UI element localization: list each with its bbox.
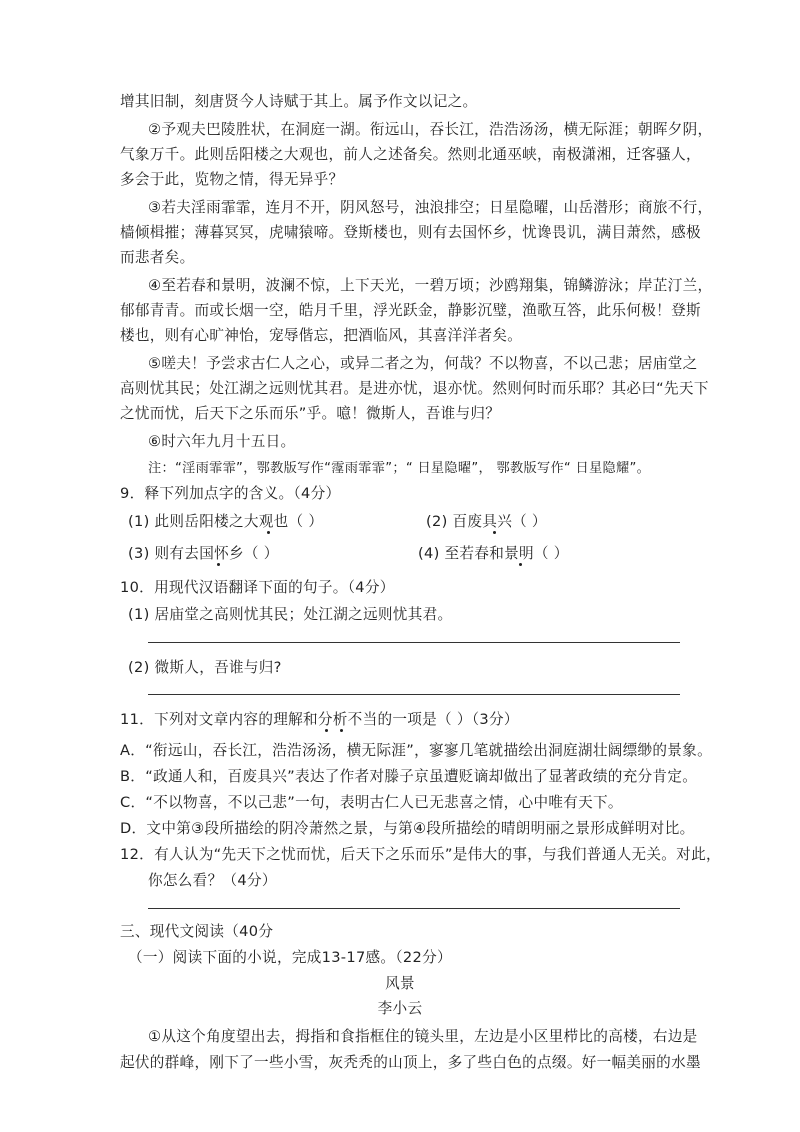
question-11-option-d: D．文中第③段所描绘的阴冷萧然之景，与第④段所描绘的晴朗明丽之景形成鲜明对比。 bbox=[120, 820, 695, 837]
passage-line: 郁郁青青。而或长烟一空，皓月千里，浮光跃金，静影沉璧，渔歌互答，此乐何极！登斯 bbox=[120, 302, 701, 319]
subsection-heading: （一）阅读下面的小说，完成13-17感。（22分） bbox=[128, 949, 452, 966]
passage-line: 气象万千。此则岳阳楼之大观也，前人之述备矣。然则北通巫峡，南极潇湘，迁客骚人， bbox=[120, 146, 701, 163]
question-10-item-1: (1) 居庙堂之高则忧其民；处江湖之远则忧其君。 bbox=[128, 606, 453, 623]
passage-note: 注：“淫雨霏霏”，鄂教版写作“霪雨霏霏”；“ 日星隐曜”， 鄂教版写作“ 日星隐耀”。 bbox=[148, 461, 651, 476]
emphasis-dot bbox=[325, 729, 328, 732]
passage-line: ③若夫淫雨霏霏，连月不开，阴风怒号，浊浪排空；日星隐曜，山岳潜形；商旅不行， bbox=[148, 199, 713, 216]
question-12-stem-cont: 你怎么看？（4分） bbox=[148, 872, 277, 889]
passage-line: 而悲者矣。 bbox=[120, 249, 195, 266]
question-10-stem: 10．用现代汉语翻译下面的句子。（4分） bbox=[120, 579, 395, 596]
question-11-stem: 11．下列对文章内容的理解和分析不当的一项是（ ）（3分） bbox=[120, 711, 519, 728]
question-9-item-4: (4) 至若春和景明（ ） bbox=[418, 545, 569, 562]
passage-line: 樯倾楫摧；薄暮冥冥，虎啸猿啼。登斯楼也，则有去国怀乡，忧谗畏讥，满目萧然，感极 bbox=[120, 224, 701, 241]
passage-line: 高则忧其民；处江湖之远则忧其君。是进亦忧，退亦忧。然则何时而乐耶？其必曰“先天下 bbox=[120, 380, 709, 397]
emphasis-dot bbox=[493, 531, 496, 534]
story-line: ①从这个角度望出去，拇指和食指框住的镜头里，左边是小区里栉比的高楼，右边是 bbox=[148, 1028, 698, 1045]
question-9-item-1: (1) 此则岳阳楼之大观也（ ） bbox=[128, 513, 324, 530]
question-11-option-a: A．“衔远山，吞长江，浩浩汤汤，横无际涯”，寥寥几笔就描绘出洞庭湖壮阔缥缈的景象。 bbox=[120, 742, 712, 759]
passage-line: ④至若春和景明，波澜不惊，上下天光，一碧万顷；沙鸥翔集，锦鳞游泳；岸芷汀兰， bbox=[148, 277, 713, 294]
passage-line: 之忧而忧，后天下之乐而乐”乎。噫！微斯人，吾谁与归？ bbox=[120, 405, 501, 422]
passage-line: 增其旧制，刻唐贤今人诗赋于其上。属予作文以记之。 bbox=[120, 93, 478, 110]
section-heading: 三、现代文阅读（40分 bbox=[120, 923, 274, 940]
question-9-item-3: (3) 则有去国怀乡（ ） bbox=[128, 545, 279, 562]
answer-line bbox=[148, 694, 680, 695]
question-12-stem: 12．有人认为“先天下之忧而忧，后天下之乐而乐”是伟大的事，与我们普通人无关。对此， bbox=[120, 846, 721, 863]
emphasis-dot bbox=[217, 563, 220, 566]
emphasis-dot bbox=[267, 531, 270, 534]
question-11-option-b: B．“政通人和，百废具兴”表达了作者对滕子京虽遭贬谪却做出了显著政绩的充分肯定。 bbox=[120, 768, 698, 785]
question-10-item-2: (2) 微斯人，吾谁与归? bbox=[128, 659, 282, 676]
question-9-stem: 9．释下列加点字的含义。（4分） bbox=[120, 485, 341, 502]
passage-line: 多会于此，览物之情，得无异乎？ bbox=[120, 171, 344, 188]
answer-line bbox=[148, 642, 680, 643]
story-title: 风景 bbox=[385, 975, 415, 992]
question-9-item-2: (2) 百废具兴（ ） bbox=[426, 513, 547, 530]
passage-line: ②予观夫巴陵胜状，在洞庭一湖。衔远山，吞长江，浩浩汤汤，横无际涯；朝晖夕阴， bbox=[148, 121, 713, 138]
passage-line: 楼也，则有心旷神怡，宠辱偕忘，把酒临风，其喜洋洋者矣。 bbox=[120, 327, 523, 344]
answer-line bbox=[148, 908, 680, 909]
passage-line: ⑤嗟夫！予尝求古仁人之心，或异二者之为，何哉？不以物喜，不以己悲；居庙堂之 bbox=[148, 355, 698, 372]
question-11-option-c: C．“不以物喜，不以己悲”一句，表明古仁人已无悲喜之情，心中唯有天下。 bbox=[120, 794, 623, 811]
story-line: 起伏的群峰，刚下了一些小雪，灰秃秃的山顶上，多了些白色的点缀。好一幅美丽的水墨 bbox=[120, 1054, 701, 1071]
emphasis-dot bbox=[340, 729, 343, 732]
passage-line: ⑥时六年九月十五日。 bbox=[148, 433, 296, 450]
story-author: 李小云 bbox=[377, 1000, 423, 1017]
emphasis-dot bbox=[519, 563, 522, 566]
